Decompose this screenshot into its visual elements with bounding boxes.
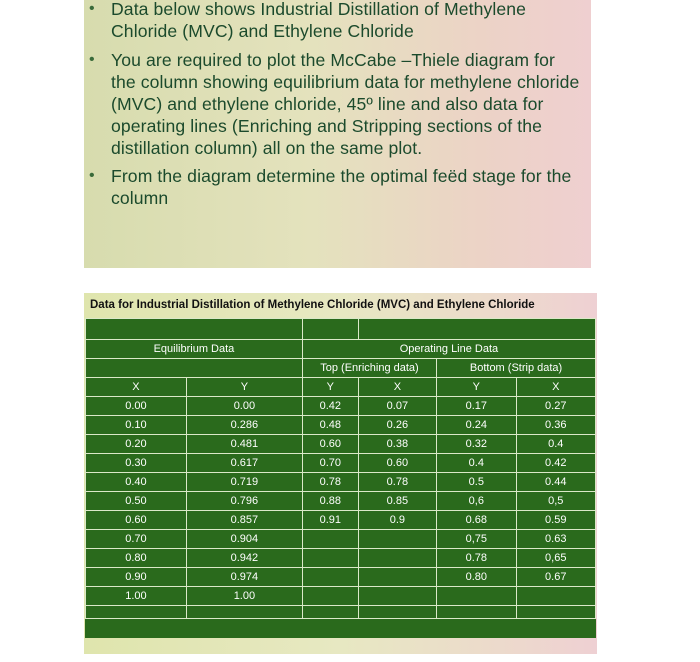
column-header: X (516, 378, 595, 397)
table-row (86, 549, 596, 568)
table-row (86, 568, 596, 587)
table-cell: 0.904 (186, 530, 302, 549)
table-cell (358, 549, 436, 568)
table-cell: 0.85 (358, 492, 436, 511)
table-cell: 0.4 (437, 454, 516, 473)
table-cell: 0.796 (186, 492, 302, 511)
table-cell (302, 568, 358, 587)
column-header: Y (437, 378, 516, 397)
table-cell: 0,6 (437, 492, 516, 511)
table-cell: 0.68 (437, 511, 516, 530)
table-row (86, 435, 596, 454)
table-cell: 0.90 (86, 568, 187, 587)
table-cell: 0.974 (186, 568, 302, 587)
column-header: X (358, 378, 436, 397)
table-cell: 0,75 (437, 530, 516, 549)
table-cell: 0.00 (86, 397, 187, 416)
table-cell: 0.70 (302, 454, 358, 473)
table-row (86, 454, 596, 473)
table-cell: 0.5 (437, 473, 516, 492)
header-operating-line-data: Operating Line Data (302, 340, 595, 359)
column-header: Y (186, 378, 302, 397)
bullet-item (84, 165, 591, 209)
table-cell: 0.63 (516, 530, 595, 549)
table-cell: 0.26 (358, 416, 436, 435)
table-cell: 0,5 (516, 492, 595, 511)
table-cell: 0.80 (86, 549, 187, 568)
table-row (86, 397, 596, 416)
table-cell: 0.91 (302, 511, 358, 530)
column-header: Y (302, 378, 358, 397)
table-cell: 0.24 (437, 416, 516, 435)
table-cell: 0.17 (437, 397, 516, 416)
column-header: X (86, 378, 187, 397)
table-cell (516, 587, 595, 606)
table-cell: 1.00 (86, 587, 187, 606)
table-column-header-row (86, 378, 596, 397)
table-spacer-row (86, 319, 596, 340)
table-row (86, 492, 596, 511)
bullet-text: Data below shows Industrial Distillation of Methylene Chloride (MVC) and Ethylene Chloride (111, 0, 527, 41)
table-cell: 0.88 (302, 492, 358, 511)
table-spacer-row (86, 606, 596, 619)
table-row (86, 473, 596, 492)
bullet-dot-icon: • (89, 167, 95, 184)
table-cell: 0.942 (186, 549, 302, 568)
bullet-item (84, 49, 591, 159)
header-equilibrium-data: Equilibrium Data (86, 340, 303, 359)
table-cell (302, 530, 358, 549)
table-cell (302, 549, 358, 568)
bullet-text: From the diagram determine the optimal feëd stage for the column (111, 166, 572, 208)
bullet-dot-icon: • (89, 51, 95, 68)
table-cell: 0.30 (86, 454, 187, 473)
table-cell: 0.617 (186, 454, 302, 473)
table-cell: 0.78 (437, 549, 516, 568)
table-cell: 0.00 (186, 397, 302, 416)
table-group-header-row (86, 340, 596, 359)
data-table-background (85, 318, 596, 638)
table-cell: 0.481 (186, 435, 302, 454)
table-cell: 0.36 (516, 416, 595, 435)
bullet-text: You are required to plot the McCabe –Thiele diagram for the column showing equilibrium data for methylene chloride (MVC) and ethylene chloride, 45º line and also data for operating lines (Enriching and Stripping sections of the distillation column) all on the same plot. (111, 50, 580, 158)
table-cell: 0.42 (302, 397, 358, 416)
table-row (86, 530, 596, 549)
table-cell (302, 587, 358, 606)
table-cell: 0.38 (358, 435, 436, 454)
table-cell (437, 587, 516, 606)
table-cell: 0.44 (516, 473, 595, 492)
table-cell: 0.60 (86, 511, 187, 530)
table-subgroup-header-row (86, 359, 596, 378)
table-cell: 0.32 (437, 435, 516, 454)
table-cell: 0.48 (302, 416, 358, 435)
table-cell: 0.59 (516, 511, 595, 530)
table-cell: 0.60 (358, 454, 436, 473)
bullet-dot-icon: • (89, 0, 95, 17)
table-cell (358, 530, 436, 549)
table-cell: 0.4 (516, 435, 595, 454)
data-table-panel (84, 293, 597, 654)
table-cell: 1.00 (186, 587, 302, 606)
table-row (86, 587, 596, 606)
table-cell: 0.70 (86, 530, 187, 549)
header-top-enriching: Top (Enriching data) (302, 359, 436, 378)
table-row (86, 416, 596, 435)
data-table (85, 318, 596, 619)
table-cell: 0.27 (516, 397, 595, 416)
table-cell: 0.40 (86, 473, 187, 492)
table-cell (358, 568, 436, 587)
table-cell: 0.286 (186, 416, 302, 435)
table-cell: 0.80 (437, 568, 516, 587)
table-title: Data for Industrial Distillation of Methylene Chloride (MVC) and Ethylene Chloride (90, 299, 535, 311)
bullet-list (84, 0, 591, 209)
table-cell: 0.719 (186, 473, 302, 492)
table-cell: 0.857 (186, 511, 302, 530)
header-bottom-strip: Bottom (Strip data) (437, 359, 596, 378)
table-row (86, 511, 596, 530)
bullet-item (84, 0, 591, 42)
slide-text-panel (84, 0, 591, 268)
table-cell: 0.67 (516, 568, 595, 587)
table-cell (358, 587, 436, 606)
table-cell: 0.20 (86, 435, 187, 454)
table-cell: 0.78 (358, 473, 436, 492)
table-cell: 0.78 (302, 473, 358, 492)
table-cell: 0.60 (302, 435, 358, 454)
table-cell: 0.07 (358, 397, 436, 416)
table-cell: 0.50 (86, 492, 187, 511)
table-cell: 0,65 (516, 549, 595, 568)
table-cell: 0.9 (358, 511, 436, 530)
table-cell: 0.42 (516, 454, 595, 473)
table-cell: 0.10 (86, 416, 187, 435)
